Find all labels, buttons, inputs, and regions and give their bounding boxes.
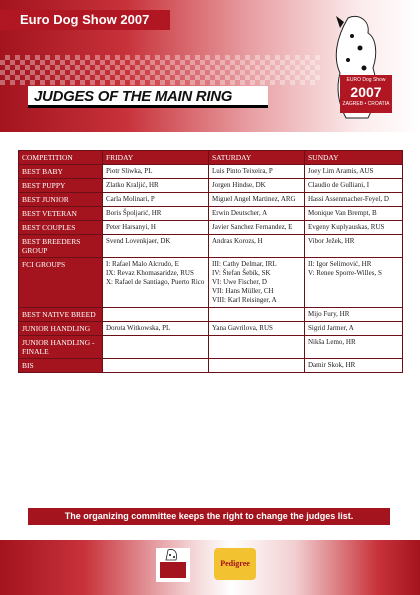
sunday-judge-cell: Monique Van Brempt, B	[305, 207, 403, 221]
table-row	[19, 235, 403, 258]
table-row	[19, 322, 403, 336]
table-row	[19, 221, 403, 235]
saturday-judge-cell: Luis Pinto Teixeira, P	[209, 165, 305, 179]
checker-pattern	[0, 55, 320, 85]
event-small-logo-icon	[156, 548, 190, 582]
competition-cell: JUNIOR HANDLING - FINALE	[19, 336, 103, 359]
friday-judge-cell: Dorota Witkowska, PL	[103, 322, 209, 336]
competition-cell: BEST BABY	[19, 165, 103, 179]
header-banner	[0, 0, 420, 132]
friday-judge-cell	[103, 359, 209, 373]
sunday-judge-cell: Joey Lim Aramis, AUS	[305, 165, 403, 179]
competition-cell: BIS	[19, 359, 103, 373]
friday-judge-cell	[103, 308, 209, 322]
section-title: JUDGES OF THE MAIN RING	[28, 86, 268, 108]
table-row	[19, 359, 403, 373]
sunday-judge-cell: Vibor Ježek, HR	[305, 235, 403, 258]
friday-judge-cell: I: Rafael Malo Alcrudo, E IX: Revaz Khomasaridze, RUS X: Rafael de Santiago, Puerto Rico	[103, 258, 209, 308]
saturday-judge-cell: Javier Sanchez Fernandez, E	[209, 221, 305, 235]
judges-table	[18, 150, 403, 373]
saturday-judge-cell: Erwin Deutscher, A	[209, 207, 305, 221]
friday-judge-cell: Carla Molinari, P	[103, 193, 209, 207]
logo-location: ZAGREB • CROATIA	[342, 101, 390, 107]
column-header: FRIDAY	[103, 151, 209, 165]
friday-judge-cell: Peter Harsanyi, H	[103, 221, 209, 235]
table-row	[19, 308, 403, 322]
sunday-judge-cell: II: Igor Selimović, HR V: Renee Sporre-Willes, S	[305, 258, 403, 308]
table-row	[19, 207, 403, 221]
competition-cell: BEST COUPLES	[19, 221, 103, 235]
column-header: COMPETITION	[19, 151, 103, 165]
table-body	[19, 165, 403, 373]
bottom-band	[0, 540, 420, 595]
friday-judge-cell: Piotr Sliwka, PL	[103, 165, 209, 179]
table-row	[19, 193, 403, 207]
saturday-judge-cell: Miguel Angel Martinez, ARG	[209, 193, 305, 207]
event-logo	[340, 75, 392, 113]
sponsor-logo: Pedigree	[214, 548, 256, 580]
friday-judge-cell	[103, 336, 209, 359]
logo-number: 2007	[350, 84, 382, 100]
friday-judge-cell: Zlatko Kraljić, HR	[103, 179, 209, 193]
sunday-judge-cell: Hassi Assenmacher-Feyel, D	[305, 193, 403, 207]
sunday-judge-cell: Sigrid Jarmer, A	[305, 322, 403, 336]
table-header-row	[19, 151, 403, 165]
event-title: Euro Dog Show 2007	[20, 12, 150, 27]
sunday-judge-cell: Claudio de Gulliani, I	[305, 179, 403, 193]
sunday-judge-cell: Mijo Fury, HR	[305, 308, 403, 322]
friday-judge-cell: Svend Lovenkjaer, DK	[103, 235, 209, 258]
competition-cell: BEST VETERAN	[19, 207, 103, 221]
competition-cell: JUNIOR HANDLING	[19, 322, 103, 336]
column-header: SUNDAY	[305, 151, 403, 165]
competition-cell: BEST JUNIOR	[19, 193, 103, 207]
sunday-judge-cell: Evgeny Kuplyauskas, RUS	[305, 221, 403, 235]
competition-cell: FCI GROUPS	[19, 258, 103, 308]
sunday-judge-cell: Nikša Lemo, HR	[305, 336, 403, 359]
saturday-judge-cell	[209, 336, 305, 359]
competition-cell: BEST BREEDERS GROUP	[19, 235, 103, 258]
table-row	[19, 165, 403, 179]
competition-cell: BEST NATIVE BREED	[19, 308, 103, 322]
saturday-judge-cell: Andras Korozs, H	[209, 235, 305, 258]
sunday-judge-cell: Damir Skok, HR	[305, 359, 403, 373]
competition-cell: BEST PUPPY	[19, 179, 103, 193]
friday-judge-cell: Boris Špoljarić, HR	[103, 207, 209, 221]
table-row	[19, 258, 403, 308]
table-row	[19, 336, 403, 359]
table-row	[19, 179, 403, 193]
disclaimer-band: The organizing committee keeps the right to change the judges list.	[28, 508, 390, 525]
saturday-judge-cell: III: Cathy Delmar, IRL IV: Štefan Šebík, SK VI: Uwe Fischer, D VII: Hans Müller, CH VIII: Karl Reisinger, A	[209, 258, 305, 308]
saturday-judge-cell: Yana Gavrilova, RUS	[209, 322, 305, 336]
column-header: SATURDAY	[209, 151, 305, 165]
saturday-judge-cell: Jorgen Hindse, DK	[209, 179, 305, 193]
saturday-judge-cell	[209, 359, 305, 373]
saturday-judge-cell	[209, 308, 305, 322]
logo-top-text: EURO Dog Show	[346, 77, 386, 83]
